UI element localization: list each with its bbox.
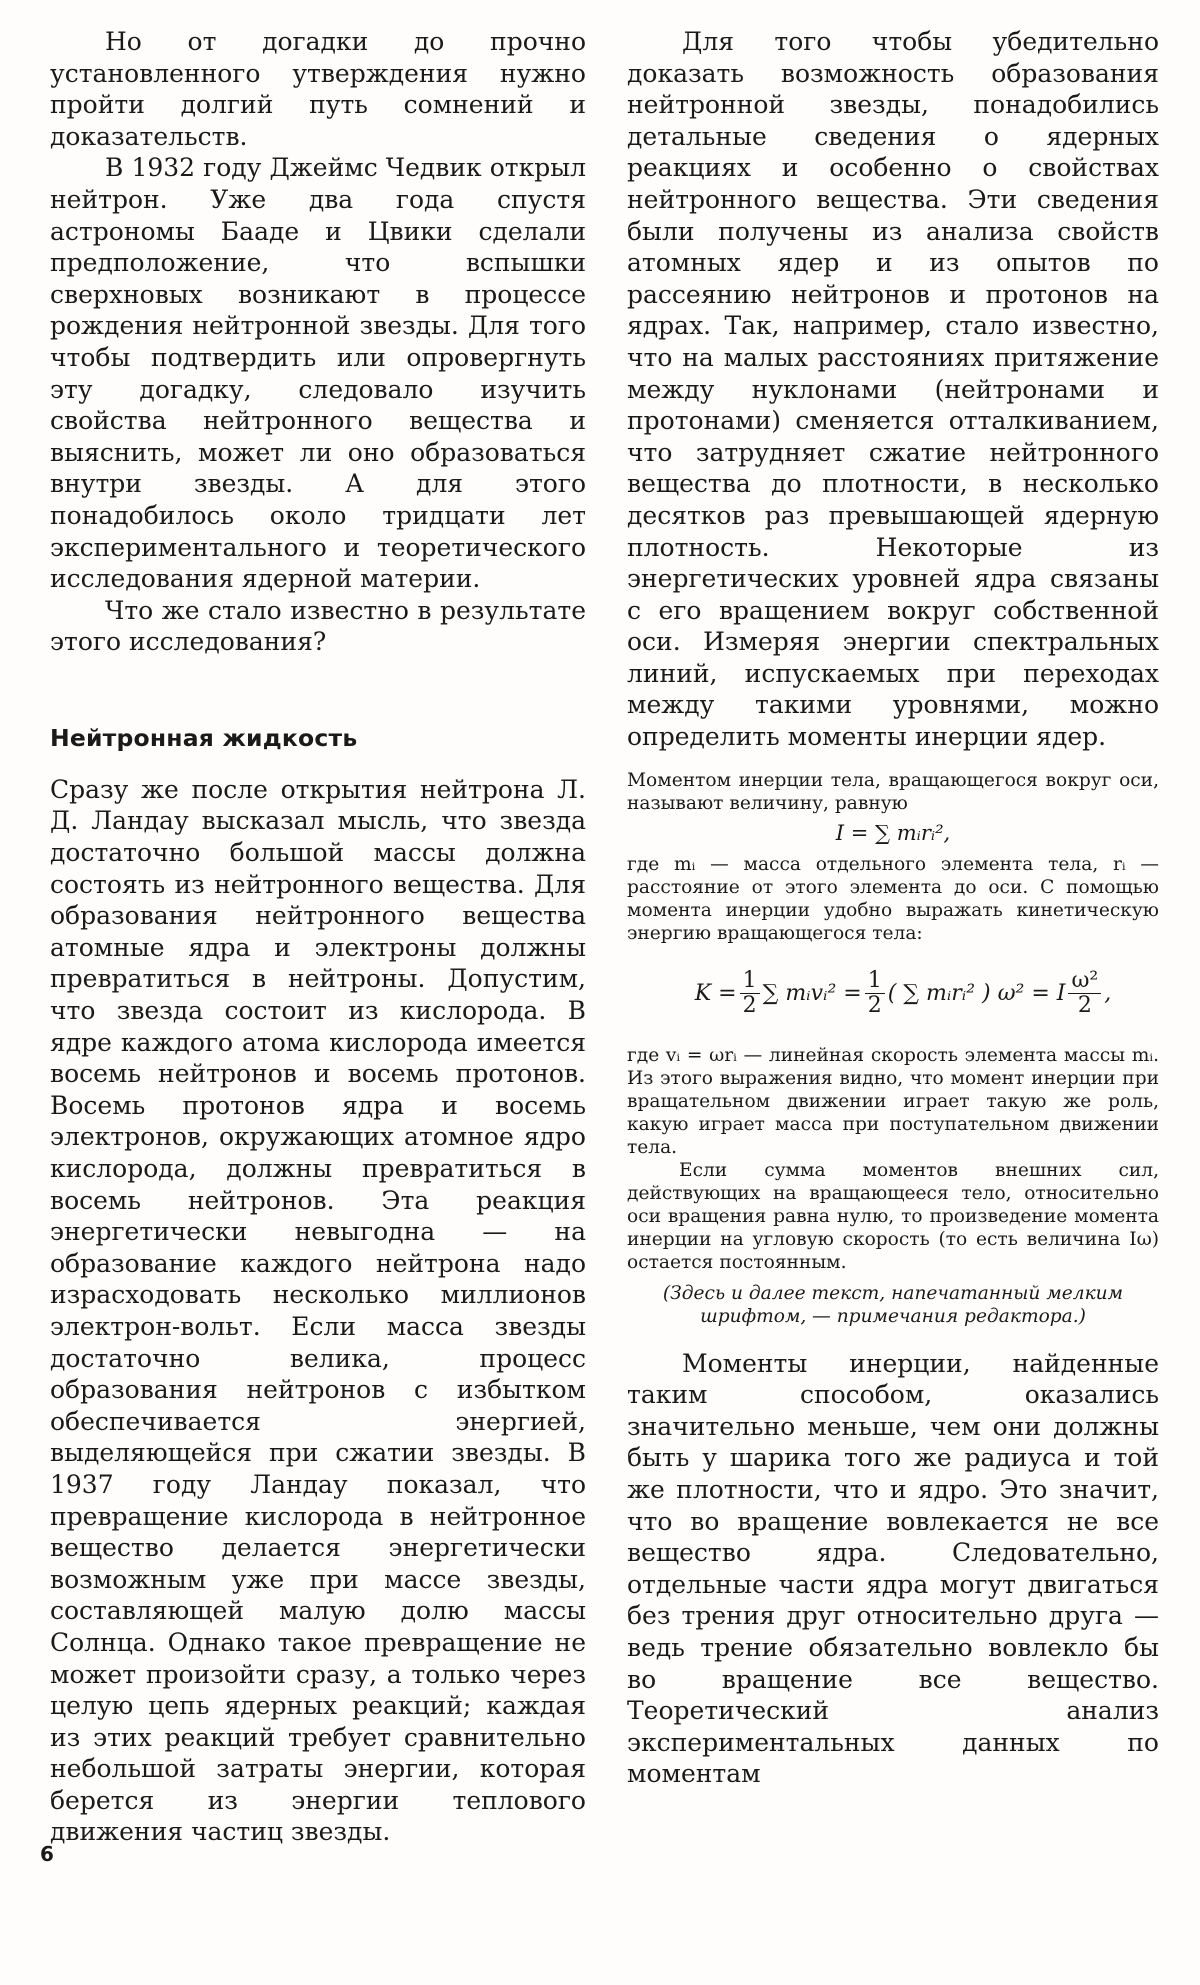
formula-part: ∑ mᵢvᵢ² = <box>762 980 862 1006</box>
editor-note-text: Если сумма моментов внешних сил, действующих на вращающееся тело, относительно оси вращения равна нулю, то произведение момента инерции на угловую скорость (то есть величина Iω) остается постоянным. <box>627 1159 1159 1273</box>
numerator: 1 <box>740 969 760 994</box>
paragraph: Но от догадки до прочно установленного утверждения нужно пройти долгий путь сомнений и доказательств. <box>50 27 586 151</box>
denominator: 2 <box>1077 992 1092 1018</box>
editor-note-text: где mᵢ — масса отдельного элемента тела, rᵢ — расстояние от этого элемента до оси. С помощью момента инерции удобно выражать кинетическую энергию вращающегося тела: <box>627 853 1159 944</box>
paragraph: В 1932 году Джеймс Чедвик открыл нейтрон. Уже два года спустя астрономы Бааде и Цвики сделали предположение, что вспышки сверхновых возникают в процессе рождения нейтронной звезды. Для того чтобы подтвердить или опровергнуть эту догадку, следовало изучить свойства нейтронного вещества и выяснить, может ли оно образоваться внутри звезды. А для этого понадобилось около тридцати лет экспериментального и теоретического исследования ядерной материи. <box>50 153 586 594</box>
paragraph: Что же стало известно в результате этого исследования? <box>50 595 586 657</box>
numerator: 1 <box>865 969 885 994</box>
formula-part: ( ∑ mᵢrᵢ² ) ω² = I <box>887 980 1066 1006</box>
editor-footnote: (Здесь и далее текст, напечатанный мелким шрифтом, — примечания редактора.) <box>662 1282 1124 1327</box>
moment-of-inertia-formula: I = ∑ mᵢrᵢ², <box>835 820 951 845</box>
denominator: 2 <box>742 992 757 1018</box>
numerator: ω² <box>1068 969 1101 994</box>
fraction-omega-half <box>1068 969 1101 1018</box>
paragraph: Для того чтобы убедительно доказать возможность образования нейтронной звезды, понадобились детальные сведения о ядерных реакциях и особенно о свойствах нейтронного вещества. Эти сведения были получены из анализа свойств атомных ядер и из опытов по рассеянию нейтронов и протонов на ядрах. Так, например, стало известно, что на малых расстояниях притяжение между нуклонами (нейтронами и протонами) сменяется отталкиванием, что затрудняет сжатие нейтронного вещества до плотности, в несколько десятков раз превышающей ядерную плотность. Некоторые из энергетических уровней ядра связаны с его вращением вокруг собственной оси. Измеряя энергии спектральных линий, испускаемых при переходах между такими уровнями, можно определить моменты инерции ядер. <box>627 27 1159 752</box>
paragraph: Моменты инерции, найденные таким способом, оказались значительно меньше, чем они должны быть у шарика того же радиуса и той же плотности, что и ядро. Это значит, что во вращение вовлекается не все вещество ядра. Следовательно, отдельные части ядра могут двигаться без трения друг относительно друга — ведь трение обязательно вовлекло бы во вращение все вещество. Теоретический анализ экспериментальных данных по моментам <box>627 1348 1159 1789</box>
page-number: 6 <box>40 1842 54 1866</box>
section-heading: Нейтронная жидкость <box>50 723 358 752</box>
denominator: 2 <box>867 992 882 1018</box>
kinetic-energy-formula <box>647 969 1159 1018</box>
formula-part: K = <box>694 980 737 1006</box>
fraction-half <box>865 969 885 1018</box>
editor-note-text: Моментом инерции тела, вращающегося вокруг оси, называют величину, равную <box>627 769 1159 814</box>
left-column <box>50 26 586 1848</box>
editor-note-text: где vᵢ = ωrᵢ — линейная скорость элемента массы mᵢ. Из этого выражения видно, что момент инерции при вращательном движении играет такую же роль, какую играет масса при поступательном движении тела. <box>627 1044 1159 1158</box>
right-column <box>627 26 1159 1790</box>
paragraph: Сразу же после открытия нейтрона Л. Д. Ландау высказал мысль, что звезда достаточно большой массы должна состоять из нейтронного вещества. Для образования нейтронного вещества атомные ядра и электроны должны превратиться в нейтроны. Допустим, что звезда состоит из кислорода. В ядре каждого атома кислорода имеется восемь нейтронов и восемь протонов. Восемь протонов ядра и восемь электронов, окружающих атомное ядро кислорода, должны превратиться в восемь нейтронов. Эта реакция энергетически невыгодна — на образование каждого нейтрона надо израсходовать несколько миллионов электрон-вольт. Если масса звезды достаточно велика, процесс образования нейтронов с избытком обеспечивается энергией, выделяющейся при сжатии звезды. В 1937 году Ландау показал, что превращение кислорода в нейтронное вещество делается энергетически возможным уже при массе звезды, составляющей малую долю массы Солнца. Однако такое превращение не может произойти сразу, а только через целую цепь ядерных реакций; каждая из этих реакций требует сравнительно небольшой затраты энергии, которая берется из энергии теплового движения частиц звезды. <box>50 774 586 1847</box>
fraction-half <box>740 969 760 1018</box>
formula-part: , <box>1104 980 1112 1006</box>
